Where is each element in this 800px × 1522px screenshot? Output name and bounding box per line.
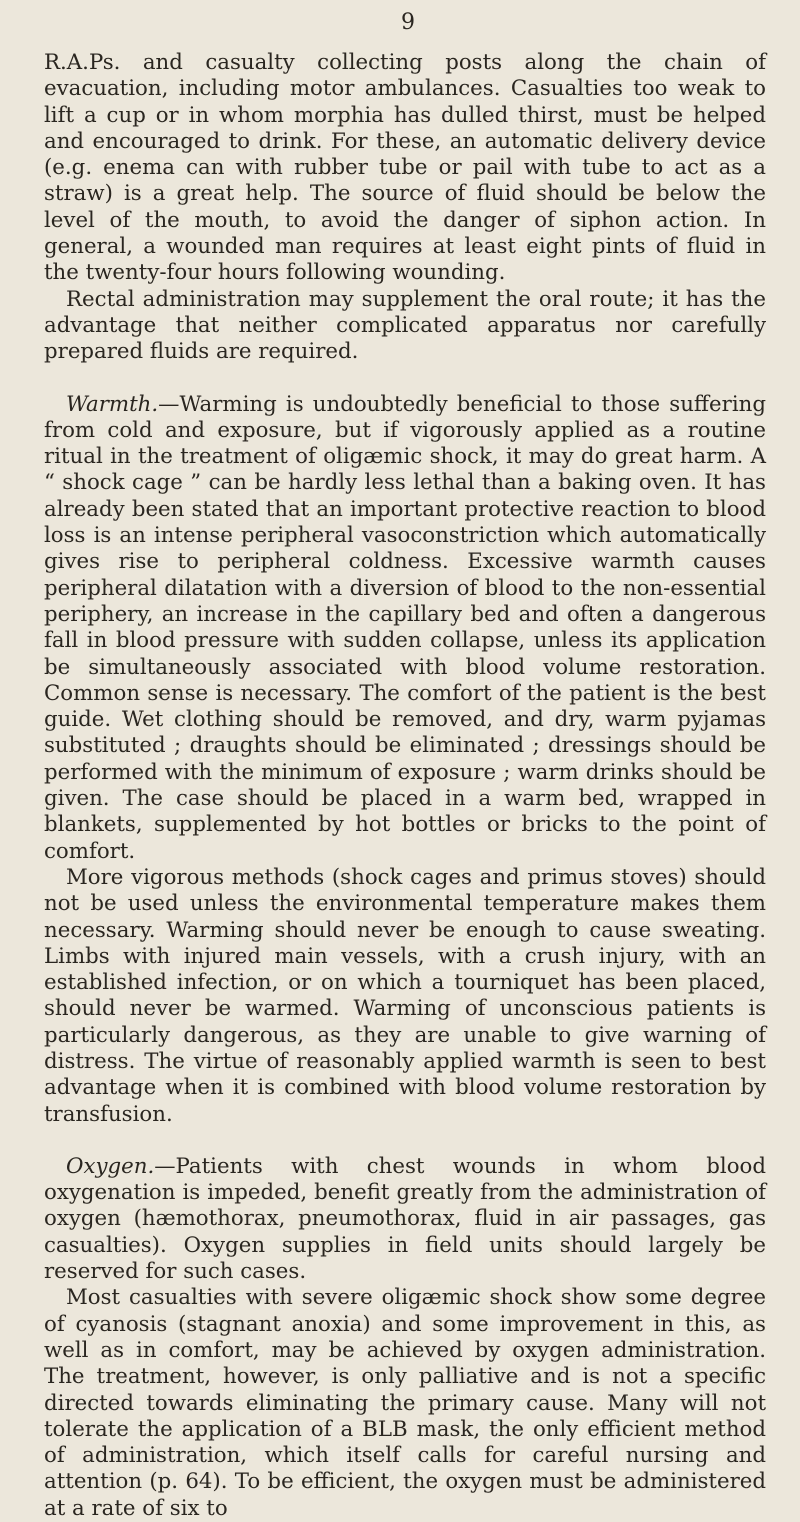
paragraph-oxygen	[44, 1154, 766, 1285]
section-heading-warmth: Warmth.	[66, 391, 159, 417]
section-oxygen	[44, 1154, 766, 1522]
paragraph-text: —Patients with chest wounds in whom blood oxygenation is impeded, benefit greatly from the administration of oxygen (hæmothorax, pneumothorax, fluid in air passages, gas casualties). Oxygen supplies in field units should largely be reserved for such cases.	[44, 1153, 766, 1285]
section-oral-fluids	[44, 50, 766, 366]
paragraph-warmth	[44, 392, 766, 865]
paragraph-rectal-administration	[44, 287, 766, 366]
paragraph-vigorous-methods	[44, 865, 766, 1128]
paragraph-text: R.A.Ps. and casualty collecting posts along the chain of evacuation, including motor ambulances. Casualties too weak to lift a cup or in whom morphia has dulled thirst, must be helped and encouraged to drink. For these, an automatic delivery device (e.g. enema can with rubber tube or pail with tube to act as a straw) is a great help. The source of fluid should be below the level of the mouth, to avoid the danger of siphon action. In general, a wounded man requires at least eight pints of fluid in the twenty-four hours following wounding.	[44, 50, 766, 286]
page-number: 9	[401, 10, 415, 35]
section-warmth	[44, 392, 766, 1128]
paragraph-cyanosis	[44, 1285, 766, 1522]
paragraph-text: Rectal administration may supplement the oral route; it has the advantage that neither complicated apparatus nor carefully prepared fluids are required.	[44, 286, 766, 365]
paragraph-oral-fluids	[44, 50, 766, 287]
section-heading-oxygen: Oxygen.	[66, 1153, 155, 1179]
paragraph-text: More vigorous methods (shock cages and primus stoves) should not be used unless the environmental temperature makes them necessary. Warming should never be enough to cause sweating. Limbs with injured main vessels, with a crush injury, with an established infection, or on which a tourniquet has been placed, should never be warmed. Warming of unconscious patients is particularly dangerous, as they are unable to give warning of distress. The virtue of reasonably applied warmth is seen to best advantage when it is combined with blood volume restoration by transfusion.	[44, 864, 766, 1127]
paragraph-text: Most casualties with severe oligæmic shock show some degree of cyanosis (stagnant anoxia) and some improvement in this, as well as in comfort, may be achieved by oxygen administration. The treatment, however, is only palliative and is not a specific directed towards eliminating the primary cause. Many will not tolerate the application of a BLB mask, the only efficient method of administration, which itself calls for careful nursing and attention (p. 64). To be efficient, the oxygen must be administered at a rate of six to	[44, 1285, 766, 1521]
paragraph-text: —Warming is undoubtedly beneficial to those suffering from cold and exposure, but if vigorously applied as a routine ritual in the treatment of oligæmic shock, it may do great harm. A “ shock cage ” can be hardly less lethal than a baking oven. It has already been stated that an important protective reaction to blood loss is an intense peripheral vasoconstriction which automatically gives rise to peripheral coldness. Excessive warmth causes peripheral dilatation with a diversion of blood to the non-essential periphery, an increase in the capillary bed and often a dangerous fall in blood pressure with sudden collapse, unless its application be simultaneously associated with blood volume restoration. Common sense is necessary. The comfort of the patient is the best guide. Wet clothing should be removed, and dry, warm pyjamas substituted ; draughts should be eliminated ; dressings should be performed with the minimum of exposure ; warm drinks should be given. The case should be placed in a warm bed, wrapped in blankets, supplemented by hot bottles or bricks to the point of comfort.	[44, 391, 766, 864]
